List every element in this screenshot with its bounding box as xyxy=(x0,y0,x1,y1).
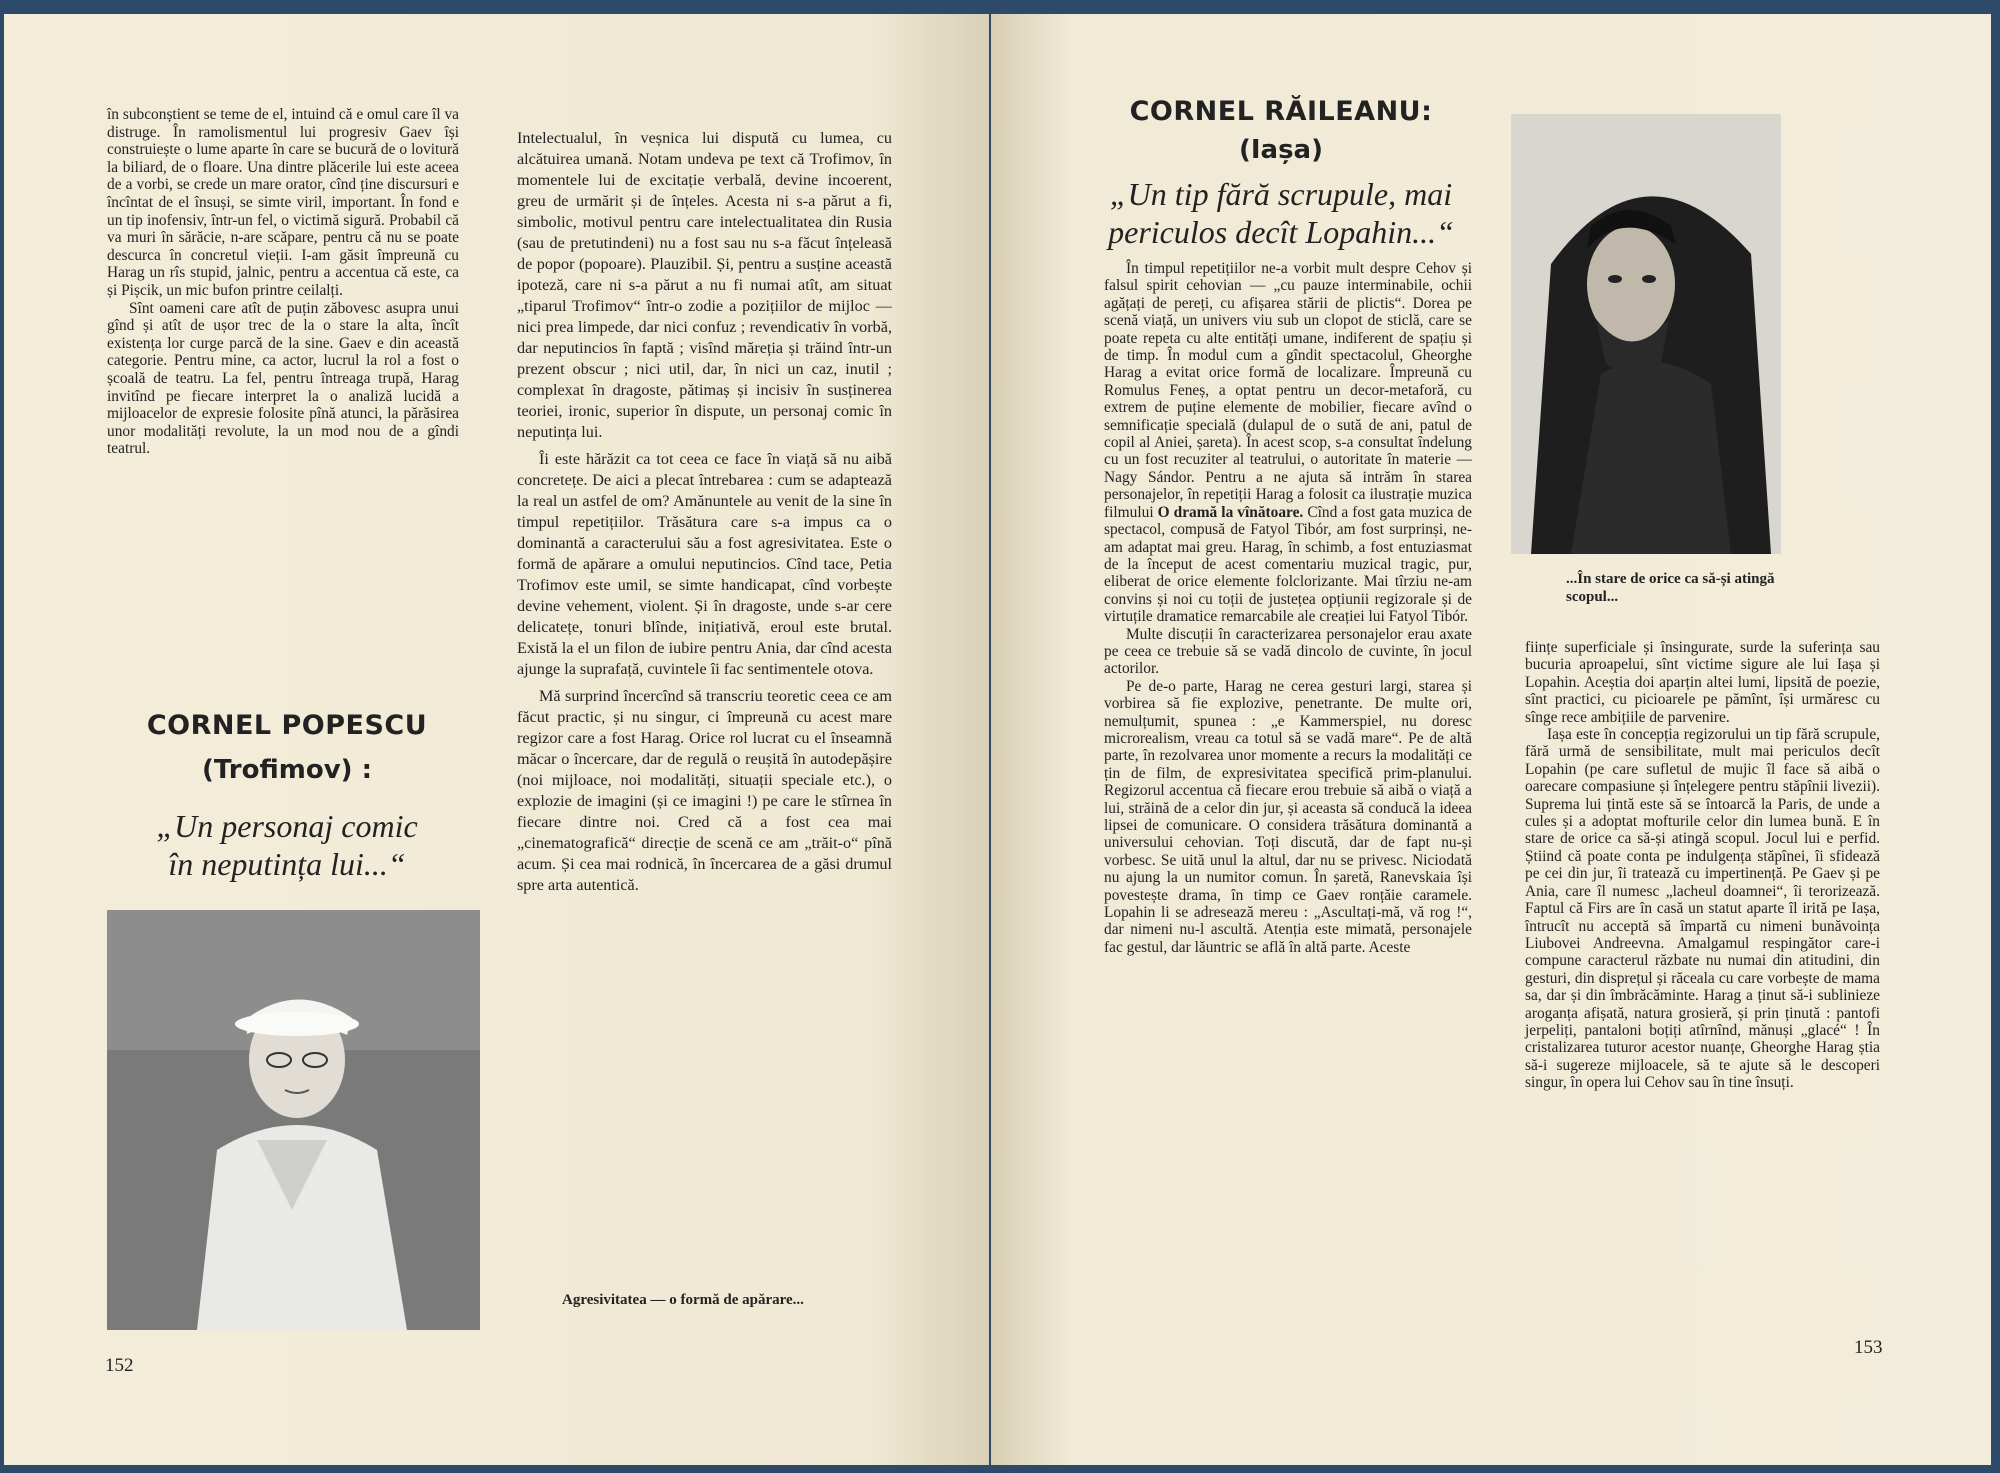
paragraph: Intelectualul, în veșnica lui dispută cu lumea, cu alcătuirea umană. Notam undeva pe text că Trofimov, în momentele lui de excitație verbală, devine incoerent, greu de urmărit și de înțeles. Acesta ni s-a părut a fi, simbolic, motivul pentru care intelectualitatea din Rusia (sau de pretutindeni) nu a fost sau nu s-a făcut înțeleasă de popor (popoare). Plauzibil. Și, pentru a susține această ipoteză, care ni s-a părut a nu fi numai atît, am situat „tiparul Trofimov“ într-o zodie a pozițiilor de mijloc — nici prea limpede, dar nici confuz ; revendicativ în vorbă, dar neputincios în faptă ; visînd măreția și trăind într-un prezent obscur ; nici util, dar, în nici un caz, inutil ; complexat în dragoste, pătimaș și incisiv în susținerea teoriei, ironic, superior în dispute, un personaj comic în neputința lui. xyxy=(517,129,892,441)
paragraph-text: În timpul repetițiilor ne-a vorbit mult despre Cehov și falsul spirit cehovian — „cu pauze interminabile, ochii agățați de pereți, cu afișarea stării de plictis“. Dorea pe scenă viață, un univers viu sub un clopot de sticlă, care se poate repeta cu alte entități umane, indiferent de spațiu și de timp. În modul cum a gîndit spectacolul, Gheorghe Harag a evitat orice formă de localizare. Împreună cu Romulus Feneș, a optat pentru un decor-metaforă, cu extrem de puține elemente de mobilier, fiecare avînd o semnificație specială (dulapul de o sută de ani, patul de copil al Aniei, șareta). În acest scop, s-a consultat îndelung cu un fost recuziter al teatrului, o autoritate în materie — Nagy Sándor. Pentru a ne ajuta să intrăm în starea personajelor, în repetiții Harag a folosit ca ilustrație muzica filmului xyxy=(1104,260,1472,521)
actor-portrait-image xyxy=(1511,114,1781,554)
photo-caption: Agresivitatea — o formă de apărare... xyxy=(562,1292,804,1308)
right-page xyxy=(991,14,1991,1465)
paragraph: Îi este hărăzit ca tot ceea ce face în viață să nu aibă concretețe. De aici a plecat întrebarea : cum se adaptează la real un astfel de om? Amănuntele au venit de la sine în timpul repetițiilor. Trăsătura care s-a impus ca o dominantă a caracterului său a fost agresivitatea. Este o formă de apărare a omului neputincios. Cînd tace, Petia Trofimov este umil, se simte handicapat, cînd vorbește devine vehement, violent. Și în dragoste, unde s-ar cere delicatețe, tonuri blînde, inițiativă, eroul este brutal. Există la el un filon de iubire pentru Ania, dar cînd acesta ajunge la suprafață, cuvintele îi fac sentimentele otova. xyxy=(517,450,892,678)
actor-name: CORNEL RĂILEANU: xyxy=(1129,96,1433,127)
page-number: 153 xyxy=(1854,1337,1883,1358)
left-column-2 xyxy=(517,128,892,902)
quote-line: periculos decît Lopahin...“ xyxy=(1108,214,1454,250)
paragraph: Mă surprind încercînd să transcriu teoretic ceea ce am făcut practic, și nu singur, ci împreună cu acest mare regizor care a fost Harag. Orice rol lucrat cu el înseamnă măcar o încercare, dar de regulă o reușită în autodepășire (noi mijloace, noi modalități, situații speciale etc.), o explozie de imagini (și ce imagini !) pe care le stîrnea în fiecare dintre noi. Cred că a fost cea mai „cinematografică“ direcție de scenă ce am „trăit-o“ pînă acum. Și cea mai rodnică, în încercarea de a găsi drumul spre arta autentică. xyxy=(517,687,892,894)
left-column-1 xyxy=(107,106,459,458)
actor-portrait-image xyxy=(107,910,480,1330)
right-column-1 xyxy=(1104,260,1472,956)
quote-line: „Un personaj comic xyxy=(156,808,418,844)
paragraph: în subconștient se teme de el, intuind că e omul care îl va distruge. În ramolismentul lui progresiv Gaev își construiește o lume aparte în care se bucură de o lovitură la biliard, de o floare. Una dintre plăcerile lui este aceea de a vorbi, se crede un mare orator, cînd ține discursuri e încîntat de el însuși, se simte viril, important. În fond e un tip inofensiv, într-un fel, o victimă sigură. Probabil că va muri în sărăcie, n-are scăpare, pentru că nu se poate descurca în concretul vieții. I-am găsit împreună cu Harag un rîs stupid, jalnic, pentru a accentua că este, ca și Pișcik, un mic bufon printre ceilalți. xyxy=(107,106,459,299)
film-title: O dramă la vînătoare. xyxy=(1157,503,1304,521)
paragraph: Multe discuții în caracterizarea personajelor erau axate pe ceea ce trebuie să se vadă dincolo de cuvinte, în jocul actorilor. xyxy=(1104,625,1472,678)
paragraph: Sînt oameni care atît de puțin zăbovesc asupra unui gînd și atît de ușor trec de la o stare la alta, încît existența lor curge parcă de la sine. Gaev e din această categorie. Pentru mine, ca actor, lucrul la rol a fost o școală de teatru. La fel, pentru întreaga trupă, Harag invitînd pe fiecare interpret la o analiză lucidă a mijloacelor de expresie folosite pînă atunci, la părăsirea unor modalități revolute, la un mod nou de a gîndi teatrul. xyxy=(107,299,459,458)
raileanu-heading xyxy=(1091,96,1471,251)
photo-caption: ...În stare de orice ca să-și atingă scopul... xyxy=(1566,571,1775,605)
paragraph: Iașa este în concepția regizorului un tip fără scrupule, fără urmă de sensibilitate, mult mai periculos decît Lopahin (pe care sufletul de mujic îl face să aibă o oarecare compasiune și înțelegere pentru stăpînii livezii). Suprema lui țintă este să se întoarcă la Paris, de unde a cules și a adoptat mofturile celor din lumea bună. E în stare de orice ca să-și atingă scopul. Jocul lui e perfid. Știind că poate conta pe indulgența stăpînei, îi sfidează pe cei din jur, îi tratează cu impertinență. Pe Gaev și pe Ania, care îl numesc „lacheul doamnei“, îi terorizează. Faptul că Firs are în casă un statut aparte îl irită pe Iașa, întrucît nu acceptă să împartă cu nimeni bunăvoința Liubovei Andreevna. Amalgamul respingător care-i compune caracterul răzbate nu numai din atitudini, din gesturi, din disprețul și răceala cu care vorbește de mama sa, dar și din îmbrăcăminte. Harag a ținut să-i sublinieze aroganța afișată, natura grosieră, și prin ținută : pantofi jerpeliți, pantaloni boțiți atîrnînd, mănuși „glacé“ ! În cristalizarea tuturor acestor nuanțe, Gheorghe Harag știa să-i sugereze mijloacele, să te ajute să le descoperi singur, în opera lui Cehov sau în tine însuți. xyxy=(1525,726,1880,1092)
paragraph xyxy=(1104,260,1472,626)
popescu-photo xyxy=(107,910,480,1330)
quote-line: „Un tip fără scrupule, mai xyxy=(1109,176,1453,212)
role-name: (Trofimov) : xyxy=(202,755,372,785)
quote-line: în neputința lui...“ xyxy=(168,846,406,882)
popescu-heading xyxy=(107,710,467,883)
paragraph-text: Cînd a fost gata muzica de spectacol, compusă de Fatyol Tibór, am fost surprinși, ne-am adaptat mai greu. Harag, în schimb, a fost entuziasmat de la început de acest comentariu muzical tragic, pur, eliberat de orice elemente folclorizante. Mai tîrziu ne-am convins și noi cu toții de justețea opțiunii regizorale și de virtuțile dramatice remarcabile ale creației lui Fatyol Tibór. xyxy=(1104,503,1472,626)
actor-name: CORNEL POPESCU xyxy=(146,710,428,741)
page-number: 152 xyxy=(105,1355,134,1376)
paragraph: Pe de-o parte, Harag ne cerea gesturi largi, starea și vorbirea să fie explozive, penetrante. De multe ori, nemulțumit, spunea : „e Kammerspiel, nu doresc microrealism, vreau ca totul să se vadă mare“. Pe de altă parte, în rezolvarea unor momente a recurs la modalități ce țin de film, de expresivitatea specifică prim-planului. Regizorul accentua că fiecare erou trebuie să aibă o viață a lui, străină de a celor din jur, și aceasta să conducă la ideea lipsei de comunicare. O considera trăsătura dominantă a universului cehovian. Toți discută, dar de fapt nu-și vorbesc. Se uită unul la altul, dar nu se privesc. Niciodată nu ajung la un numitor comun. În șaretă, Ranevskaia își povestește drama, în timp ce Gaev ronțăie caramele. Lopahin li se adresează mereu : „Ascultați-mă, vă rog !“, dar nimeni nu-l ascultă. Atenția este mimată, personajele fac gestul, dar lăuntric se află în altă parte. Aceste xyxy=(1104,677,1472,956)
left-page xyxy=(4,14,989,1465)
paragraph: ființe superficiale și însingurate, surde la suferința sau bucuria aproapelui, sînt victime sigure ale lui Iașa și Lopahin. Aceștia doi aparțin altei lumi, lipsită de poezie, sînt practici, cu picioarele pe pămînt, își urmăresc cu sînge rece ambițiile de parvenire. xyxy=(1525,639,1880,726)
right-column-2 xyxy=(1525,639,1880,1092)
raileanu-photo xyxy=(1511,114,1781,554)
role-name: (Iașa) xyxy=(1238,135,1323,165)
